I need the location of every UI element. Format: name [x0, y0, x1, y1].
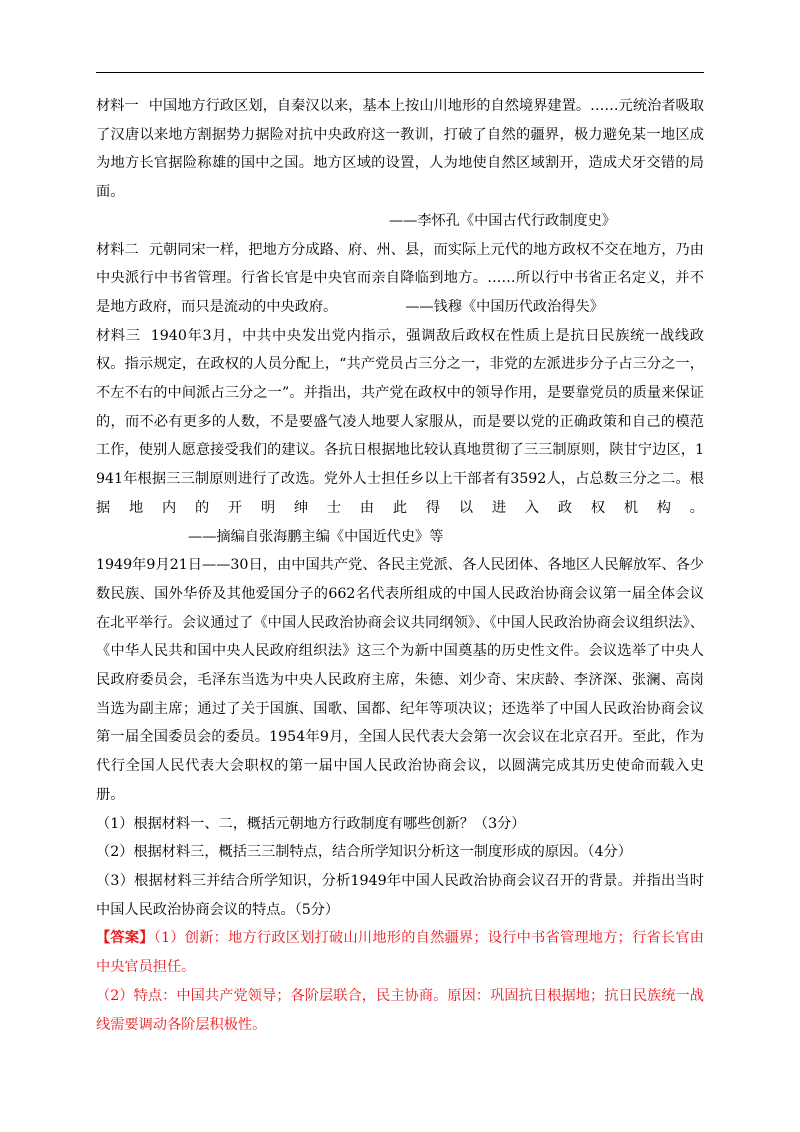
answer-1: [96, 924, 704, 981]
material-2-text: 元朝同宋一样，把地方分成路、府、州、县，而实际上元代的地方政权不交在地方，乃由中央派行中书省管理。行省长官是中央官而亲自降临到地方。……所以行中书省正名定义，并不是地方政府，而只是流动的中央政府。: [96, 241, 704, 315]
header-rule: [96, 72, 704, 73]
answer-1-text: （1）创新：地方行政区划打破山川地形的自然疆界；设行中书省管理地方；行省长官由中央官员担任。: [96, 930, 704, 976]
material-2: [96, 236, 704, 322]
material-1-label: 材料一: [96, 98, 139, 114]
material-3: [96, 322, 704, 552]
material-1: [96, 92, 704, 236]
material-1-source: ——李怀孔《中国古代行政制度史》: [388, 212, 616, 229]
document-body: [96, 92, 704, 1039]
material-3-source: ——摘编自张海鹏主编《中国近代史》等: [188, 528, 444, 545]
question-3: （3）根据材料三并结合所学知识，分析1949年中国人民政治协商会议召开的背景。并指出当时中国人民政治协商会议的特点。（5分）: [96, 872, 704, 918]
material-3-continued: 1949年9月21日——30日，由中国共产党、各民主党派、各人民团体、各地区人民解放军、各少数民族、国外华侨及其他爱国分子的662名代表所组成的中国人民政治协商会议第一届全体会议在北平举行。会议通过了《中国人民政治协商会议共同纲领》、《中国人民政治协商会议组织法》、《中华人民共和国中央人民政府组织法》这三个为新中国奠基的历史性文件。会议选举了中央人民政府委员会，毛泽东当选为中央人民政府主席，朱德、刘少奇、宋庆龄、李济深、张澜、高岗当选为副主席；通过了关于国旗、国歌、国都、纪年等项决议；还选举了中国人民政治协商会议第一届全国委员会的委员。1954年9月，全国人民代表大会第一次会议在北京召开。至此，作为代行全国人民代表大会职权的第一届中国人民政治协商会议，以圆满完成其历史使命而载入史册。: [96, 557, 704, 803]
material-3-label: 材料三: [96, 327, 141, 344]
material-2-label: 材料二: [96, 241, 139, 258]
question-2: （2）根据材料三，概括三三制特点，结合所学知识分析这一制度形成的原因。（4分）: [96, 844, 632, 861]
answer-tag: 【答案】: [96, 930, 154, 947]
question-1: （1）根据材料一、二，概括元朝地方行政制度有哪些创新？（3分）: [96, 815, 526, 832]
answer-2: （2）特点：中国共产党领导；各阶层联合，民主协商。原因：巩固抗日根据地；抗日民族统一战线需要调动各阶层积极性。: [96, 987, 704, 1033]
material-1-text: 中国地方行政区划，自秦汉以来，基本上按山川地形的自然境界建置。……元统治者吸取了汉唐以来地方割据势力据险对抗中央政府这一教训，打破了自然的疆界，极力避免某一地区成为地方长官据险称雄的国中之国。地方区域的设置，人为地使自然区域割开，造成犬牙交错的局面。: [96, 98, 704, 201]
material-3-text: 1940年3月，中共中央发出党内指示，强调敌后政权在性质上是抗日民族统一战线政权。指示规定，在政权的人员分配上，“共产党员占三分之一，非党的左派进步分子占三分之一，不左不右的中间派占三分之一”。并指出，共产党在政权中的领导作用，是要靠党员的质量来保证的，而不必有更多的人数，不是要盛气凌人地要人家服从，而是要以党的正确政策和自己的模范工作，使别人愿意接受我们的建议。各抗日根据地比较认真地贯彻了三三制原则，陕甘宁边区，1941年根据三三制原则进行了改选。党外人士担任乡以上干部者有3592人，占总数三分之二。根据地内的开明绅士由此得以进入政权机构。: [96, 327, 704, 516]
material-2-source: ——钱穆《中国历代政治得失》: [405, 298, 604, 315]
